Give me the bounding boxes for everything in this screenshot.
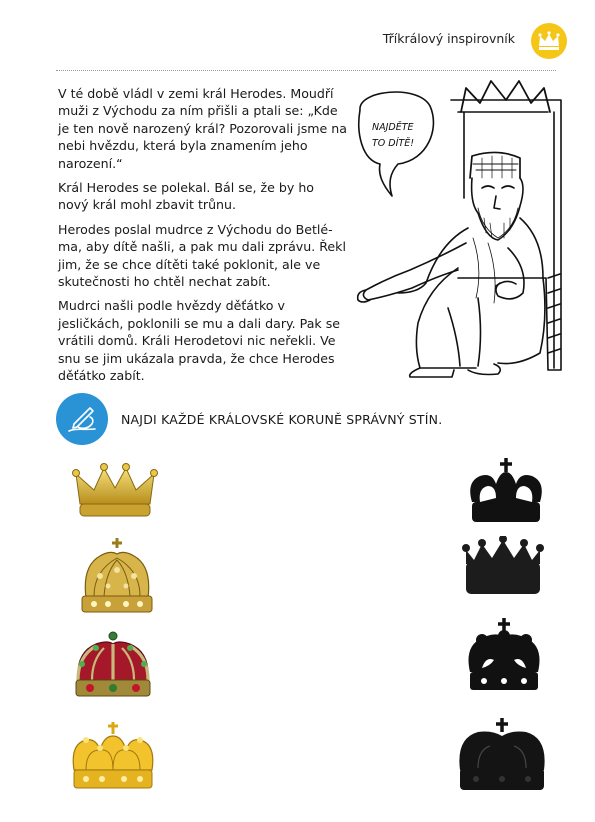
story-paragraph: Král Herodes se polekal. Bál se, že by ho nový král mohl zbavit trůnu. xyxy=(58,180,315,213)
jeweled-red-crown xyxy=(68,630,158,702)
story-paragraph: V té době vládl v zemi král Herodes. Moudří muži z Východu za ním přišli a ptali se: „Kde je ten nově narozený král? Pozorovali jsme na nebi hvězdu, která byla znamením jeho narození.“ xyxy=(58,86,348,171)
plain-crown-shadow xyxy=(460,536,546,598)
header-badge xyxy=(531,23,567,59)
pencil-hand-icon xyxy=(65,403,99,435)
cross-crown-shadow xyxy=(466,458,546,526)
story-paragraph: Mudrci našli podle hvězdy děťátko v jesličkách, poklonili se mu a dali dary. Pak se vrátili domů. Králi Herodetovi nic neřekli. Ve snu se jim ukázala pravda, že chce Herodes děťátko zabít. xyxy=(58,298,341,384)
gold-crown xyxy=(72,460,158,522)
crown-icon xyxy=(537,31,561,51)
cross-gold-crown xyxy=(66,720,160,794)
task-icon xyxy=(56,393,108,445)
task-instruction: NAJDI KAŽDÉ KRÁLOVSKÉ KORUNĚ SPRÁVNÝ STÍN. xyxy=(121,412,443,427)
speech-text-line2: TO DÍTĚ! xyxy=(372,138,415,149)
story-paragraph: Herodes poslal mudrce z Východu do Betlé-ma, aby dítě našli, a pak mu dali zprávu. Řekl jim, že se chce dítěti také poklonit, ale ve skutečnosti ho chtěl nechat zabít. xyxy=(58,221,346,290)
ornate-crown-shadow xyxy=(462,616,546,700)
ornate-gold-crown xyxy=(76,536,158,618)
herod-illustration xyxy=(348,78,573,382)
speech-text-line1: NAJDĚTE xyxy=(372,122,414,133)
arched-crown-shadow xyxy=(456,718,548,794)
header-divider xyxy=(56,70,556,71)
header-title: Tříkrálový inspirovník xyxy=(382,31,515,46)
story-text xyxy=(58,85,348,392)
